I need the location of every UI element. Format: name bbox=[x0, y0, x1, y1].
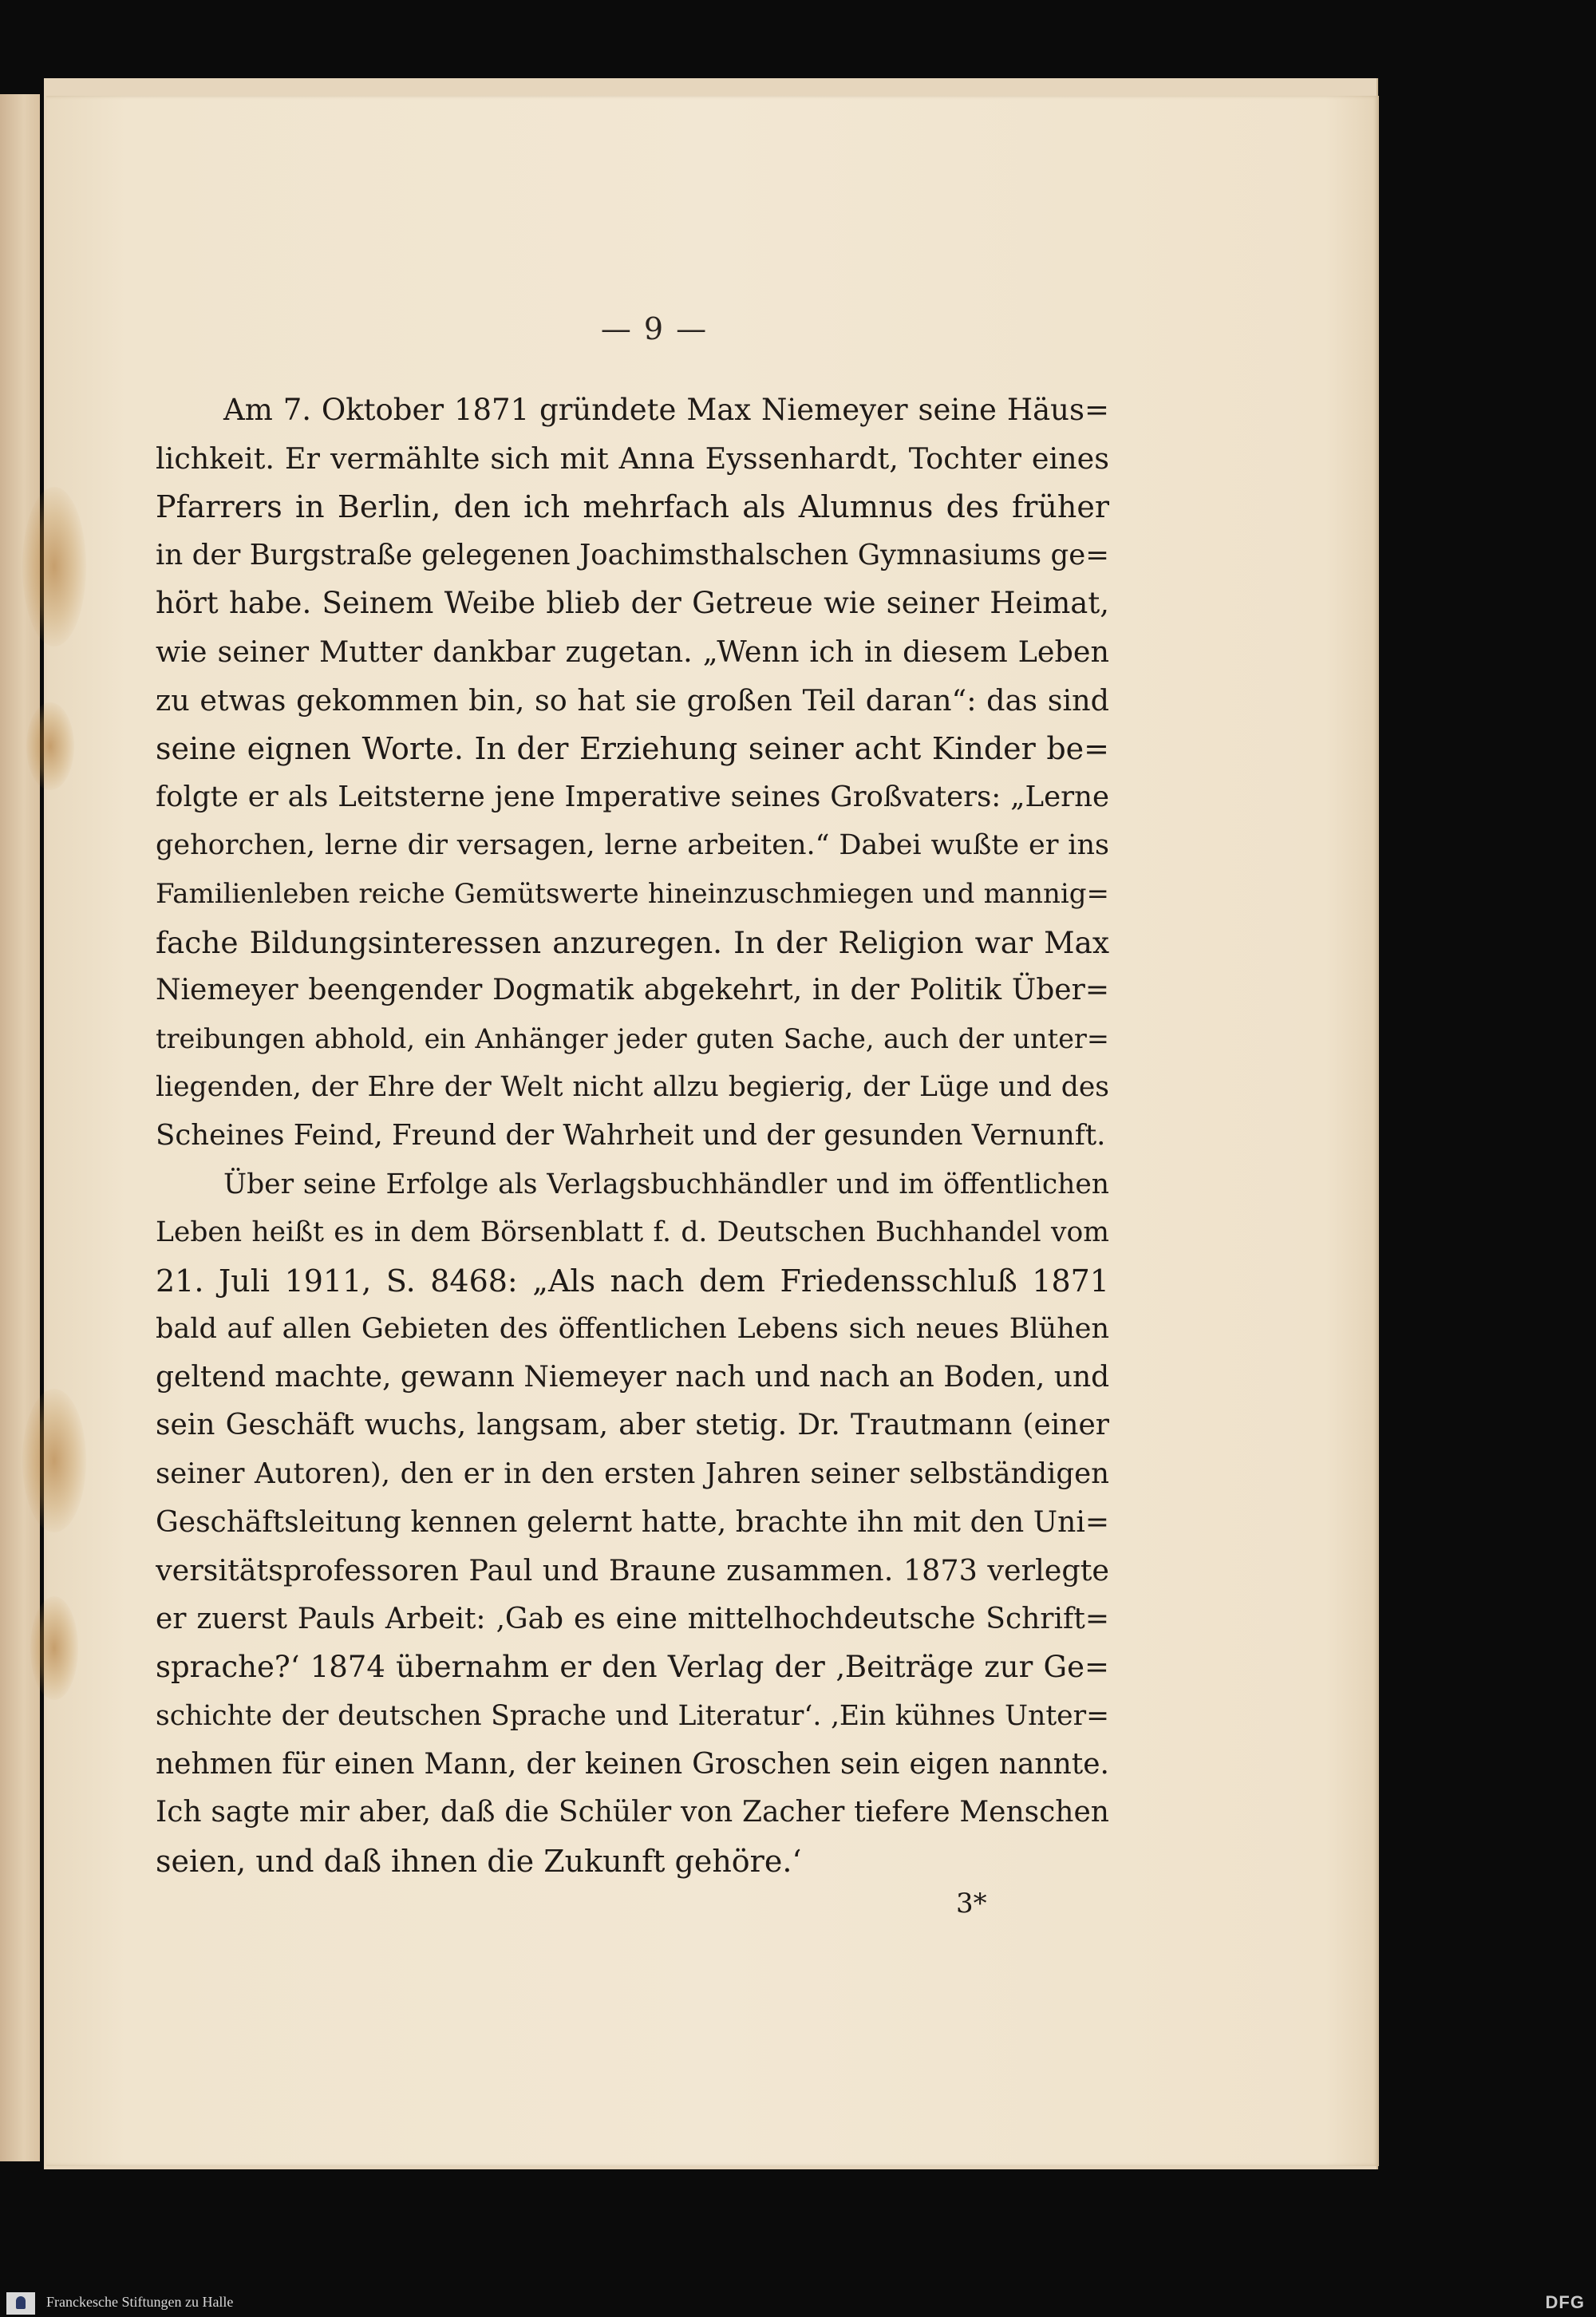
text-line: schichte der deutschen Sprache und Literatur‘. ‚Ein kühnes Unter= bbox=[156, 1700, 1109, 1733]
text-line: nehmen für einen Mann, der keinen Groschen sein eigen nannte. bbox=[156, 1747, 1109, 1781]
text-line: versitätsprofessoren Paul und Braune zusammen. 1873 verlegte bbox=[156, 1553, 1109, 1588]
text-line: Ich sagte mir aber, daß die Schüler von Zacher tiefere Menschen bbox=[156, 1796, 1109, 1829]
text-line: fache Bildungsinteressen anzuregen. In der Religion war Max bbox=[156, 924, 1109, 960]
text-line: folgte er als Leitsterne jene Imperative seines Großvaters: „Lerne bbox=[156, 780, 1109, 813]
text-line: seiner Autoren), den er in den ersten Jahren seiner selbständigen bbox=[156, 1457, 1109, 1491]
body-text bbox=[156, 386, 1109, 1885]
text-line: bald auf allen Gebieten des öffentlichen Lebens sich neues Blühen bbox=[156, 1313, 1109, 1346]
text-line: seine eignen Worte. In der Erziehung seiner acht Kinder be= bbox=[156, 731, 1109, 767]
dfg-logo: DFG bbox=[1545, 2292, 1585, 2312]
stain-mark bbox=[30, 1596, 78, 1700]
text-line: hört habe. Seinem Weibe blieb der Getreue wie seiner Heimat, bbox=[156, 586, 1109, 621]
page-number: — 9 — bbox=[600, 311, 709, 346]
text-line: lichkeit. Er vermählte sich mit Anna Eyssenhardt, Tochter eines bbox=[156, 441, 1109, 476]
text-line: 21. Juli 1911, S. 8468: „Als nach dem Friedensschluß 1871 bbox=[156, 1263, 1109, 1299]
stain-mark bbox=[26, 702, 74, 790]
text-line: liegenden, der Ehre der Welt nicht allzu begierig, der Lüge und des bbox=[156, 1071, 1109, 1104]
text-line: Niemeyer beengender Dogmatik abgekehrt, in der Politik Über= bbox=[156, 974, 1109, 1007]
text-line: Pfarrers in Berlin, den ich mehrfach als Alumnus des früher bbox=[156, 489, 1109, 525]
text-line: er zuerst Pauls Arbeit: ‚Gab es eine mittelhochdeutsche Schrift= bbox=[156, 1602, 1109, 1635]
text-line: Am 7. Oktober 1871 gründete Max Niemeyer seine Häus= bbox=[223, 393, 1109, 427]
text-line: geltend machte, gewann Niemeyer nach und nach an Boden, und bbox=[156, 1360, 1109, 1394]
signature-mark: 3* bbox=[956, 1888, 987, 1920]
facing-page-edge bbox=[0, 94, 40, 2161]
text-line: Familienleben reiche Gemütswerte hineinzuschmiegen und mannig= bbox=[156, 877, 1109, 910]
text-line: Scheines Feind, Freund der Wahrheit und der gesunden Vernunft. bbox=[156, 1118, 1106, 1152]
stain-mark bbox=[22, 487, 86, 646]
text-line: gehorchen, lerne dir versagen, lerne arbeiten.“ Dabei wußte er ins bbox=[156, 829, 1109, 862]
text-line: zu etwas gekommen bin, so hat sie großen Teil daran“: das sind bbox=[156, 682, 1109, 718]
text-line: wie seiner Mutter dankbar zugetan. „Wenn ich in diesem Leben bbox=[156, 634, 1109, 669]
text-line: Über seine Erfolge als Verlagsbuchhändler und im öffentlichen bbox=[223, 1168, 1109, 1200]
text-line: sprache?‘ 1874 übernahm er den Verlag der ‚Beiträge zur Ge= bbox=[156, 1650, 1109, 1685]
institution-name[interactable]: Franckesche Stiftungen zu Halle bbox=[46, 2294, 234, 2310]
text-line: Geschäftsleitung kennen gelernt hatte, brachte ihn mit den Uni= bbox=[156, 1505, 1109, 1539]
text-line: Leben heißt es in dem Börsenblatt f. d. Deutschen Buchhandel vom bbox=[156, 1216, 1109, 1249]
text-line: treibungen abhold, ein Anhänger jeder guten Sache, auch der unter= bbox=[156, 1022, 1109, 1054]
viewer-footer-bar bbox=[0, 2291, 1596, 2317]
stain-mark bbox=[22, 1389, 86, 1532]
text-line: in der Burgstraße gelegenen Joachimsthalschen Gymnasiums ge= bbox=[156, 538, 1109, 571]
francke-foundation-logo-icon bbox=[6, 2292, 35, 2315]
text-line: sein Geschäft wuchs, langsam, aber stetig. Dr. Trautmann (einer bbox=[156, 1409, 1109, 1442]
text-line: seien, und daß ihnen die Zukunft gehöre.‘ bbox=[156, 1843, 802, 1879]
